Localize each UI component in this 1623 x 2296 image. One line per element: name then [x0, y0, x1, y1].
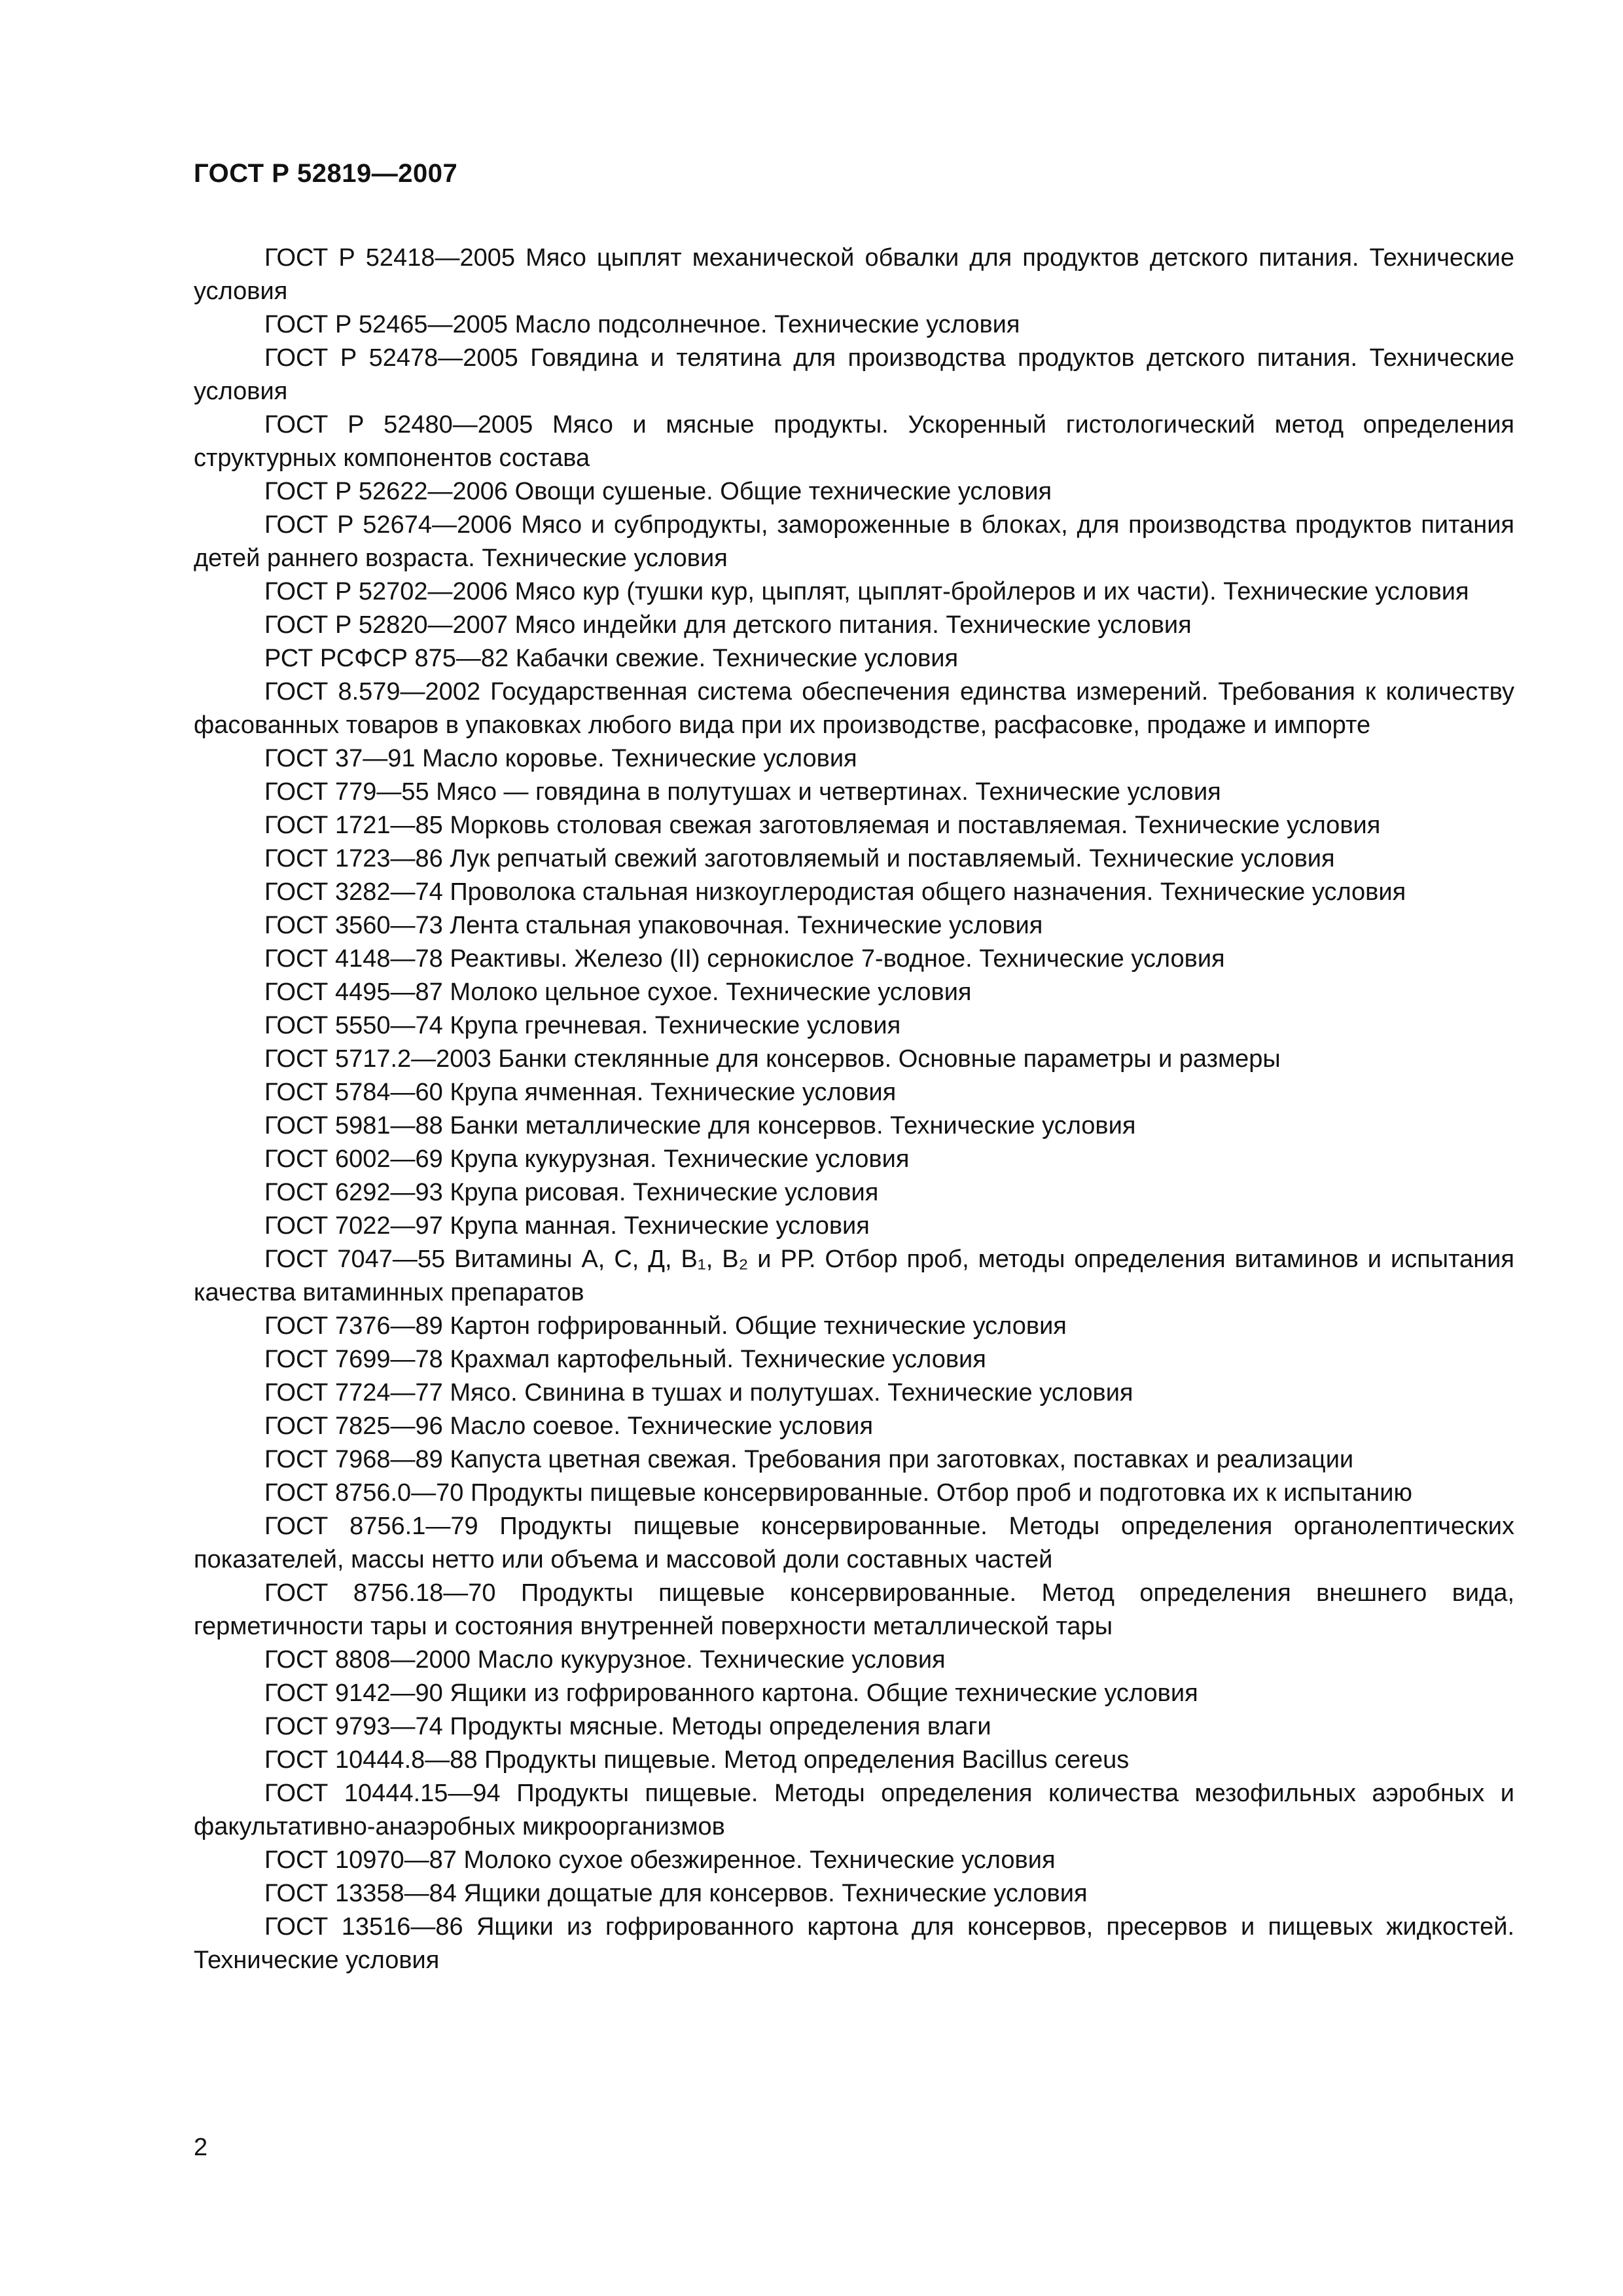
- reference-title: Мясо цыплят механической обвалки для продуктов детского питания. Технические условия: [194, 244, 1515, 305]
- reference-title: Крупа кукурузная. Технические условия: [450, 1145, 910, 1173]
- reference-code: ГОСТ 6002—69: [264, 1145, 443, 1173]
- reference-code: ГОСТ Р 52622—2006: [264, 478, 508, 505]
- reference-title: Крахмал картофельный. Технические условия: [450, 1346, 986, 1373]
- reference-entry: [194, 1243, 1514, 1310]
- reference-entry: [194, 942, 1514, 976]
- reference-entry: [194, 809, 1514, 842]
- reference-title: Кабачки свежие. Технические условия: [515, 645, 959, 672]
- reference-entry: [194, 475, 1514, 509]
- reference-entry: [194, 1744, 1514, 1777]
- reference-title: Лента стальная упаковочная. Технические условия: [450, 912, 1043, 939]
- reference-code: ГОСТ 10444.8—88: [264, 1746, 478, 1774]
- reference-code: ГОСТ Р 52674—2006: [264, 511, 512, 539]
- reference-code: ГОСТ 9142—90: [264, 1679, 443, 1707]
- reference-code: ГОСТ 7376—89: [264, 1312, 443, 1340]
- reference-entry: [194, 1109, 1514, 1143]
- reference-title: Проволока стальная низкоуглеродистая общего назначения. Технические условия: [450, 878, 1406, 906]
- reference-entry: [194, 609, 1514, 642]
- reference-code: ГОСТ 9793—74: [264, 1713, 443, 1740]
- document-code-header: ГОСТ Р 52819—2007: [194, 159, 458, 188]
- reference-entry: [194, 1343, 1514, 1376]
- reference-title: Ящики дощатые для консервов. Технические условия: [463, 1880, 1088, 1907]
- reference-entry: [194, 509, 1514, 575]
- reference-entry: [194, 1009, 1514, 1043]
- page-number: 2: [194, 2134, 208, 2161]
- reference-entry: [194, 1910, 1514, 1977]
- reference-title: Масло соевое. Технические условия: [450, 1412, 874, 1440]
- reference-code: ГОСТ 7968—89: [264, 1446, 443, 1473]
- reference-entry: [194, 1443, 1514, 1477]
- reference-code: ГОСТ 13516—86: [264, 1913, 463, 1941]
- reference-title: Продукты пищевые. Методы определения количества мезофильных аэробных и факультативно-анаэробных микроорганизмов: [194, 1780, 1515, 1840]
- reference-entry: [194, 1076, 1514, 1109]
- reference-entry: [194, 675, 1514, 742]
- reference-code: ГОСТ 4495—87: [264, 978, 443, 1006]
- reference-title: Продукты пищевые консервированные. Отбор проб и подготовка их к испытанию: [471, 1479, 1413, 1507]
- reference-title: Крупа гречневая. Технические условия: [450, 1012, 901, 1039]
- reference-code: ГОСТ 8808—2000: [264, 1646, 471, 1674]
- reference-entry: [194, 1210, 1514, 1243]
- reference-entry: [194, 1376, 1514, 1410]
- reference-code: ГОСТ 4148—78: [264, 945, 443, 973]
- reference-entry: [194, 842, 1514, 876]
- reference-entry: [194, 1143, 1514, 1176]
- reference-entry: [194, 575, 1514, 609]
- reference-code: ГОСТ 8.579—2002: [264, 678, 481, 706]
- reference-code: ГОСТ 6292—93: [264, 1179, 443, 1206]
- reference-title: Лук репчатый свежий заготовляемый и поставляемый. Технические условия: [450, 845, 1335, 872]
- reference-title: Витамины А, С, Д, В₁, В₂ и РР. Отбор проб, методы определения витаминов и испытания качества витаминных препаратов: [194, 1246, 1514, 1306]
- reference-entry: [194, 1577, 1514, 1643]
- reference-title: Мясо кур (тушки кур, цыплят, цыплят-бройлеров и их части). Технические условия: [514, 578, 1469, 605]
- reference-title: Масло кукурузное. Технические условия: [477, 1646, 946, 1674]
- reference-title: Молоко цельное сухое. Технические условия: [450, 978, 972, 1006]
- reference-code: ГОСТ 5550—74: [264, 1012, 443, 1039]
- reference-code: ГОСТ Р 52480—2005: [264, 411, 533, 439]
- reference-code: ГОСТ 8756.1—79: [264, 1513, 478, 1540]
- reference-entry: [194, 876, 1514, 909]
- reference-entry: [194, 909, 1514, 942]
- reference-entry: [194, 1710, 1514, 1744]
- reference-entry: [194, 1844, 1514, 1877]
- reference-title: Крупа манная. Технические условия: [450, 1212, 870, 1240]
- reference-entry: [194, 1477, 1514, 1510]
- reference-entry: [194, 308, 1514, 342]
- reference-title: Продукты пищевые. Метод определения Bacillus cereus: [484, 1746, 1130, 1774]
- reference-code: ГОСТ 3560—73: [264, 912, 443, 939]
- reference-entry: [194, 1510, 1514, 1577]
- reference-code: ГОСТ 7724—77: [264, 1379, 443, 1407]
- reference-code: ГОСТ 8756.0—70: [264, 1479, 464, 1507]
- reference-code: ГОСТ 1721—85: [264, 812, 443, 839]
- reference-entry: [194, 342, 1514, 408]
- reference-entry: [194, 1410, 1514, 1443]
- reference-code: ГОСТ Р 52418—2005: [264, 244, 516, 272]
- reference-entry: [194, 408, 1514, 475]
- reference-code: ГОСТ 10444.15—94: [264, 1780, 501, 1807]
- reference-title: Масло коровье. Технические условия: [422, 745, 857, 772]
- reference-entry: [194, 1643, 1514, 1677]
- reference-code: ГОСТ 37—91: [264, 745, 416, 772]
- reference-title: Картон гофрированный. Общие технические условия: [450, 1312, 1067, 1340]
- reference-code: ГОСТ 3282—74: [264, 878, 443, 906]
- reference-entry: [194, 642, 1514, 675]
- reference-code: ГОСТ 7825—96: [264, 1412, 443, 1440]
- reference-title: Крупа рисовая. Технические условия: [450, 1179, 879, 1206]
- reference-title: Мясо — говядина в полутушах и четвертинах. Технические условия: [436, 778, 1221, 806]
- reference-code: ГОСТ 8756.18—70: [264, 1579, 496, 1607]
- reference-title: Говядина и телятина для производства продуктов детского питания. Технические условия: [194, 344, 1515, 405]
- reference-title: Крупа ячменная. Технические условия: [450, 1079, 897, 1106]
- reference-title: Молоко сухое обезжиренное. Технические условия: [463, 1846, 1056, 1874]
- reference-title: Мясо и мясные продукты. Ускоренный гистологический метод определения структурных компонентов состава: [194, 411, 1514, 472]
- reference-title: Мясо и субпродукты, замороженные в блоках, для производства продуктов питания детей раннего возраста. Технические условия: [194, 511, 1515, 572]
- reference-code: ГОСТ Р 52702—2006: [264, 578, 508, 605]
- reference-entry: [194, 1310, 1514, 1343]
- reference-code: ГОСТ 7699—78: [264, 1346, 443, 1373]
- reference-entry: [194, 1043, 1514, 1076]
- reference-code: ГОСТ 7022—97: [264, 1212, 443, 1240]
- reference-title: Продукты пищевые консервированные. Метод определения внешнего вида, герметичности тары и состояния внутренней поверхности металлической тары: [194, 1579, 1514, 1640]
- reference-code: ГОСТ Р 52820—2007: [264, 611, 508, 639]
- reference-code: ГОСТ 779—55: [264, 778, 429, 806]
- reference-title: Продукты мясные. Методы определения влаги: [450, 1713, 991, 1740]
- reference-code: ГОСТ 1723—86: [264, 845, 443, 872]
- reference-code: РСТ РСФСР 875—82: [264, 645, 509, 672]
- reference-entry: [194, 776, 1514, 809]
- reference-entry: [194, 976, 1514, 1009]
- reference-title: Ящики из гофрированного картона для консервов, пресервов и пищевых жидкостей. Технические условия: [194, 1913, 1515, 1974]
- reference-title: Банки стеклянные для консервов. Основные параметры и размеры: [498, 1045, 1281, 1073]
- reference-entry: [194, 1677, 1514, 1710]
- reference-code: ГОСТ 5981—88: [264, 1112, 443, 1139]
- reference-title: Ящики из гофрированного картона. Общие технические условия: [450, 1679, 1198, 1707]
- reference-code: ГОСТ Р 52465—2005: [264, 311, 508, 338]
- reference-entry: [194, 1176, 1514, 1210]
- reference-entry: [194, 242, 1514, 308]
- reference-title: Реактивы. Железо (II) сернокислое 7-водное. Технические условия: [450, 945, 1225, 973]
- reference-code: ГОСТ 5784—60: [264, 1079, 443, 1106]
- reference-code: ГОСТ 10970—87: [264, 1846, 457, 1874]
- reference-title: Продукты пищевые консервированные. Методы определения органолептических показателей, массы нетто или объема и массовой доли составных частей: [194, 1513, 1514, 1573]
- reference-title: Морковь столовая свежая заготовляемая и поставляемая. Технические условия: [450, 812, 1381, 839]
- reference-code: ГОСТ 7047—55: [264, 1246, 446, 1273]
- reference-title: Мясо индейки для детского питания. Технические условия: [514, 611, 1192, 639]
- reference-entry: [194, 1877, 1514, 1910]
- reference-title: Государственная система обеспечения единства измерений. Требования к количеству фасованных товаров в упаковках любого вида при их производстве, расфасовке, продаже и импорте: [194, 678, 1514, 739]
- reference-entry: [194, 742, 1514, 776]
- reference-code: ГОСТ 13358—84: [264, 1880, 457, 1907]
- normative-references-list: [194, 242, 1514, 1977]
- reference-code: ГОСТ Р 52478—2005: [264, 344, 518, 372]
- reference-title: Масло подсолнечное. Технические условия: [514, 311, 1020, 338]
- reference-code: ГОСТ 5717.2—2003: [264, 1045, 491, 1073]
- reference-title: Мясо. Свинина в тушах и полутушах. Технические условия: [450, 1379, 1133, 1407]
- reference-entry: [194, 1777, 1514, 1844]
- reference-title: Капуста цветная свежая. Требования при заготовках, поставках и реализации: [450, 1446, 1354, 1473]
- reference-title: Овощи сушеные. Общие технические условия: [514, 478, 1052, 505]
- reference-title: Банки металлические для консервов. Технические условия: [450, 1112, 1136, 1139]
